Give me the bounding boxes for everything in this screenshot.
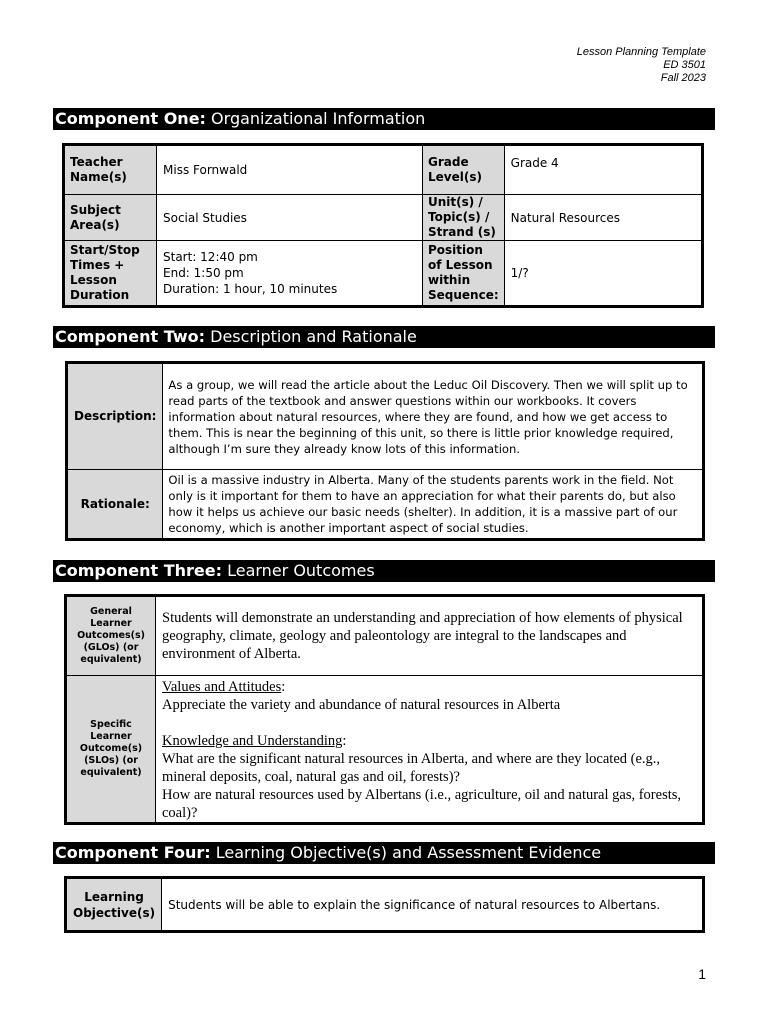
learner-outcomes-table	[64, 594, 705, 825]
unit-label: Unit(s) / Topic(s) / Strand (s)	[423, 195, 505, 241]
component-two-heading: Component Two: Description and Rationale	[53, 326, 715, 348]
component-one-heading: Component One: Organizational Information	[53, 108, 715, 130]
header-course-code: ED 3501	[663, 59, 706, 71]
duration: Duration: 1 hour, 10 minutes	[163, 282, 338, 296]
grade-label: Grade Level(s)	[423, 145, 505, 195]
glo-text: Students will demonstrate an understanding and appreciation of how elements of physical geography, climate, geology and paleontology are integral to the landscapes and environment of Alberta.	[156, 596, 704, 676]
header-template-name: Lesson Planning Template	[576, 46, 706, 58]
teacher-label: Teacher Name(s)	[64, 145, 157, 195]
start-time: Start: 12:40 pm	[163, 250, 258, 264]
times-label: Start/Stop Times + Lesson Duration	[64, 241, 157, 307]
subject-value: Social Studies	[157, 195, 423, 241]
description-text: As a group, we will read the article about the Leduc Oil Discovery. Then we will split up to read parts of the textbook and answer questions within our workbooks. It covers information about natural resources, where they are found, and how we get access to them. This is near the beginning of this unit, so there is little prior knowledge required, although I’m sure they already know lots of this information.	[163, 363, 704, 470]
page-number: 1	[698, 966, 706, 982]
knowledge-question-1: What are the significant natural resources in Alberta, and where are they located (e.g., mineral deposits, coal, natural gas and oil, forests)?	[162, 751, 661, 785]
position-label: Position of Lesson within Sequence:	[423, 241, 505, 307]
organizational-info-table	[62, 143, 704, 308]
slo-content	[156, 676, 704, 824]
values-heading: Values and Attitudes:	[162, 679, 286, 695]
position-value: 1/?	[504, 241, 702, 307]
learning-objectives-table	[64, 876, 705, 933]
component-three-heading: Component Three: Learner Outcomes	[53, 560, 715, 582]
unit-value: Natural Resources	[504, 195, 702, 241]
subject-label: Subject Area(s)	[64, 195, 157, 241]
objective-label: Learning Objective(s)	[66, 878, 162, 932]
times-value	[157, 241, 423, 307]
header-term: Fall 2023	[660, 72, 706, 84]
component-four-heading: Component Four: Learning Objective(s) and Assessment Evidence	[53, 842, 715, 864]
glo-label: General Learner Outcomes(s) (GLOs) (or equivalent)	[66, 596, 156, 676]
description-label: Description:	[67, 363, 163, 470]
description-rationale-table	[65, 361, 705, 541]
objective-text: Students will be able to explain the significance of natural resources to Albertans.	[162, 878, 704, 932]
slo-label: Specific Learner Outcome(s) (SLOs) (or equivalent)	[66, 676, 156, 824]
rationale-label: Rationale:	[67, 470, 163, 540]
values-text: Appreciate the variety and abundance of natural resources in Alberta	[162, 697, 561, 713]
knowledge-heading: Knowledge and Understanding:	[162, 733, 347, 749]
knowledge-question-2: How are natural resources used by Albertans (i.e., agriculture, oil and natural gas, forests, coal)?	[162, 787, 682, 821]
grade-value: Grade 4	[504, 145, 702, 195]
teacher-value: Miss Fornwald	[157, 145, 423, 195]
rationale-text: Oil is a massive industry in Alberta. Many of the students parents work in the field. Not only is it important for them to have an appreciation for what their parents do, but also how it helps us achieve our basic needs (shelter). In addition, it is a massive part of our economy, which is another important aspect of social studies.	[163, 470, 704, 540]
document-header	[577, 46, 706, 85]
end-time: End: 1:50 pm	[163, 266, 244, 280]
